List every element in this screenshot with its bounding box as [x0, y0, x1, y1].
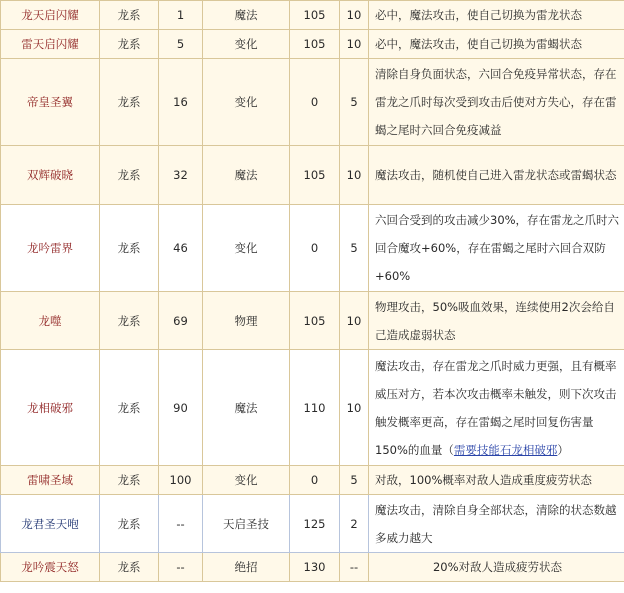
- skill-name-cell: 龙相破邪: [1, 350, 100, 466]
- skill-row: [1, 292, 624, 350]
- skill-row: [1, 495, 624, 553]
- skill-level-cell: 32: [159, 146, 203, 205]
- skill-effect-cell: [369, 292, 624, 350]
- skill-effect-text: 魔法攻击，随机使自己进入雷龙状态或雷蝎状态: [375, 168, 617, 182]
- skill-effect-text: 必中，魔法攻击，使自己切换为雷蝎状态: [375, 37, 582, 51]
- skill-category-cell: 变化: [203, 30, 290, 59]
- skill-level-cell: --: [159, 495, 203, 553]
- skill-effect-text: 必中，魔法攻击，使自己切换为雷龙状态: [375, 8, 582, 22]
- skill-name-cell: 雷啸圣域: [1, 466, 100, 495]
- skill-effect-tail: ）: [557, 442, 569, 457]
- skill-stone-link[interactable]: 需要技能石龙相破邪: [453, 442, 558, 457]
- skill-effect-cell: [369, 553, 624, 582]
- skill-category-cell: 绝招: [203, 553, 290, 582]
- skill-effect-cell: [369, 466, 624, 495]
- skill-effect-text: 魔法攻击，存在雷龙之爪时威力更强，且有概率威压对方，若本次攻击概率未触发，则下次攻击触发概率更高，存在雷蝎之尾时回复伤害量150%的血量（: [375, 358, 617, 457]
- skill-type-cell: 龙系: [100, 205, 159, 292]
- skill-pp-cell: 5: [340, 205, 369, 292]
- skill-effect-cell: [369, 59, 624, 146]
- skill-effect-cell: [369, 1, 624, 30]
- skill-name-cell: 龙吟震天怒: [1, 553, 100, 582]
- skill-type-cell: 龙系: [100, 30, 159, 59]
- skill-level-cell: 100: [159, 466, 203, 495]
- skill-category-cell: 天启圣技: [203, 495, 290, 553]
- skill-category-cell: 魔法: [203, 350, 290, 466]
- skill-power-cell: 105: [290, 1, 340, 30]
- skill-effect-cell: [369, 146, 624, 205]
- skill-level-cell: --: [159, 553, 203, 582]
- skill-power-cell: 125: [290, 495, 340, 553]
- skill-effect-text: 物理攻击，50%吸血效果，连续使用2次会给自己造成虚弱状态: [375, 299, 615, 342]
- skill-type-cell: 龙系: [100, 59, 159, 146]
- skill-effect-cell: [369, 30, 624, 59]
- skill-row: [1, 146, 624, 205]
- skill-pp-cell: 2: [340, 495, 369, 553]
- skill-type-cell: 龙系: [100, 495, 159, 553]
- skill-level-cell: 69: [159, 292, 203, 350]
- skill-name-cell: 龙君圣天咆: [1, 495, 100, 553]
- skill-pp-cell: 10: [340, 30, 369, 59]
- skill-pp-cell: 5: [340, 59, 369, 146]
- skill-level-cell: 1: [159, 1, 203, 30]
- skill-row: [1, 466, 624, 495]
- skill-power-cell: 105: [290, 146, 340, 205]
- skill-effect-text: 20%对敌人造成疲劳状态: [432, 560, 563, 574]
- skill-row: [1, 59, 624, 146]
- skill-pp-cell: 5: [340, 466, 369, 495]
- skill-row: [1, 553, 624, 582]
- skill-effect-text: 六回合受到的攻击减少30%，存在雷龙之爪时六回合魔攻+60%，存在雷蝎之尾时六回合双防+60%: [375, 213, 620, 283]
- skill-category-cell: 物理: [203, 292, 290, 350]
- skill-effect-cell: [369, 495, 624, 553]
- skill-category-cell: 变化: [203, 59, 290, 146]
- skill-type-cell: 龙系: [100, 1, 159, 30]
- skill-level-cell: 90: [159, 350, 203, 466]
- skill-category-cell: 魔法: [203, 146, 290, 205]
- skill-row: [1, 30, 624, 59]
- skill-effect-text: 清除自身负面状态，六回合免疫异常状态，存在雷龙之爪时每次受到攻击后使对方失心，存在雷蝎之尾时六回合免疫减益: [375, 67, 617, 137]
- skill-pp-cell: 10: [340, 146, 369, 205]
- skill-power-cell: 0: [290, 205, 340, 292]
- skill-effect-text: 魔法攻击，清除自身全部状态，清除的状态数越多威力越大: [375, 502, 617, 545]
- skill-level-cell: 46: [159, 205, 203, 292]
- skill-category-cell: 变化: [203, 205, 290, 292]
- skill-name-cell: 龙噬: [1, 292, 100, 350]
- skill-effect-text: 对敌，100%概率对敌人造成重度疲劳状态: [375, 473, 592, 487]
- skill-category-cell: 变化: [203, 466, 290, 495]
- skill-power-cell: 110: [290, 350, 340, 466]
- skill-name-cell: 雷天启闪耀: [1, 30, 100, 59]
- skill-pp-cell: 10: [340, 350, 369, 466]
- skill-table-body: [1, 1, 624, 582]
- skill-power-cell: 105: [290, 292, 340, 350]
- skill-type-cell: 龙系: [100, 466, 159, 495]
- skill-row: [1, 350, 624, 466]
- skill-pp-cell: --: [340, 553, 369, 582]
- skill-level-cell: 16: [159, 59, 203, 146]
- skill-power-cell: 105: [290, 30, 340, 59]
- skill-category-cell: 魔法: [203, 1, 290, 30]
- skill-effect-cell: [369, 205, 624, 292]
- skill-type-cell: 龙系: [100, 350, 159, 466]
- skill-type-cell: 龙系: [100, 292, 159, 350]
- skill-power-cell: 0: [290, 466, 340, 495]
- skill-name-cell: 龙天启闪耀: [1, 1, 100, 30]
- skill-type-cell: 龙系: [100, 553, 159, 582]
- skill-name-cell: 龙吟雷界: [1, 205, 100, 292]
- skill-effect-cell: [369, 350, 624, 466]
- skill-level-cell: 5: [159, 30, 203, 59]
- skill-power-cell: 0: [290, 59, 340, 146]
- skill-type-cell: 龙系: [100, 146, 159, 205]
- skill-name-cell: 双辉破晓: [1, 146, 100, 205]
- skill-pp-cell: 10: [340, 1, 369, 30]
- skill-pp-cell: 10: [340, 292, 369, 350]
- skill-power-cell: 130: [290, 553, 340, 582]
- skill-row: [1, 205, 624, 292]
- skill-row: [1, 1, 624, 30]
- skill-name-cell: 帝皇圣翼: [1, 59, 100, 146]
